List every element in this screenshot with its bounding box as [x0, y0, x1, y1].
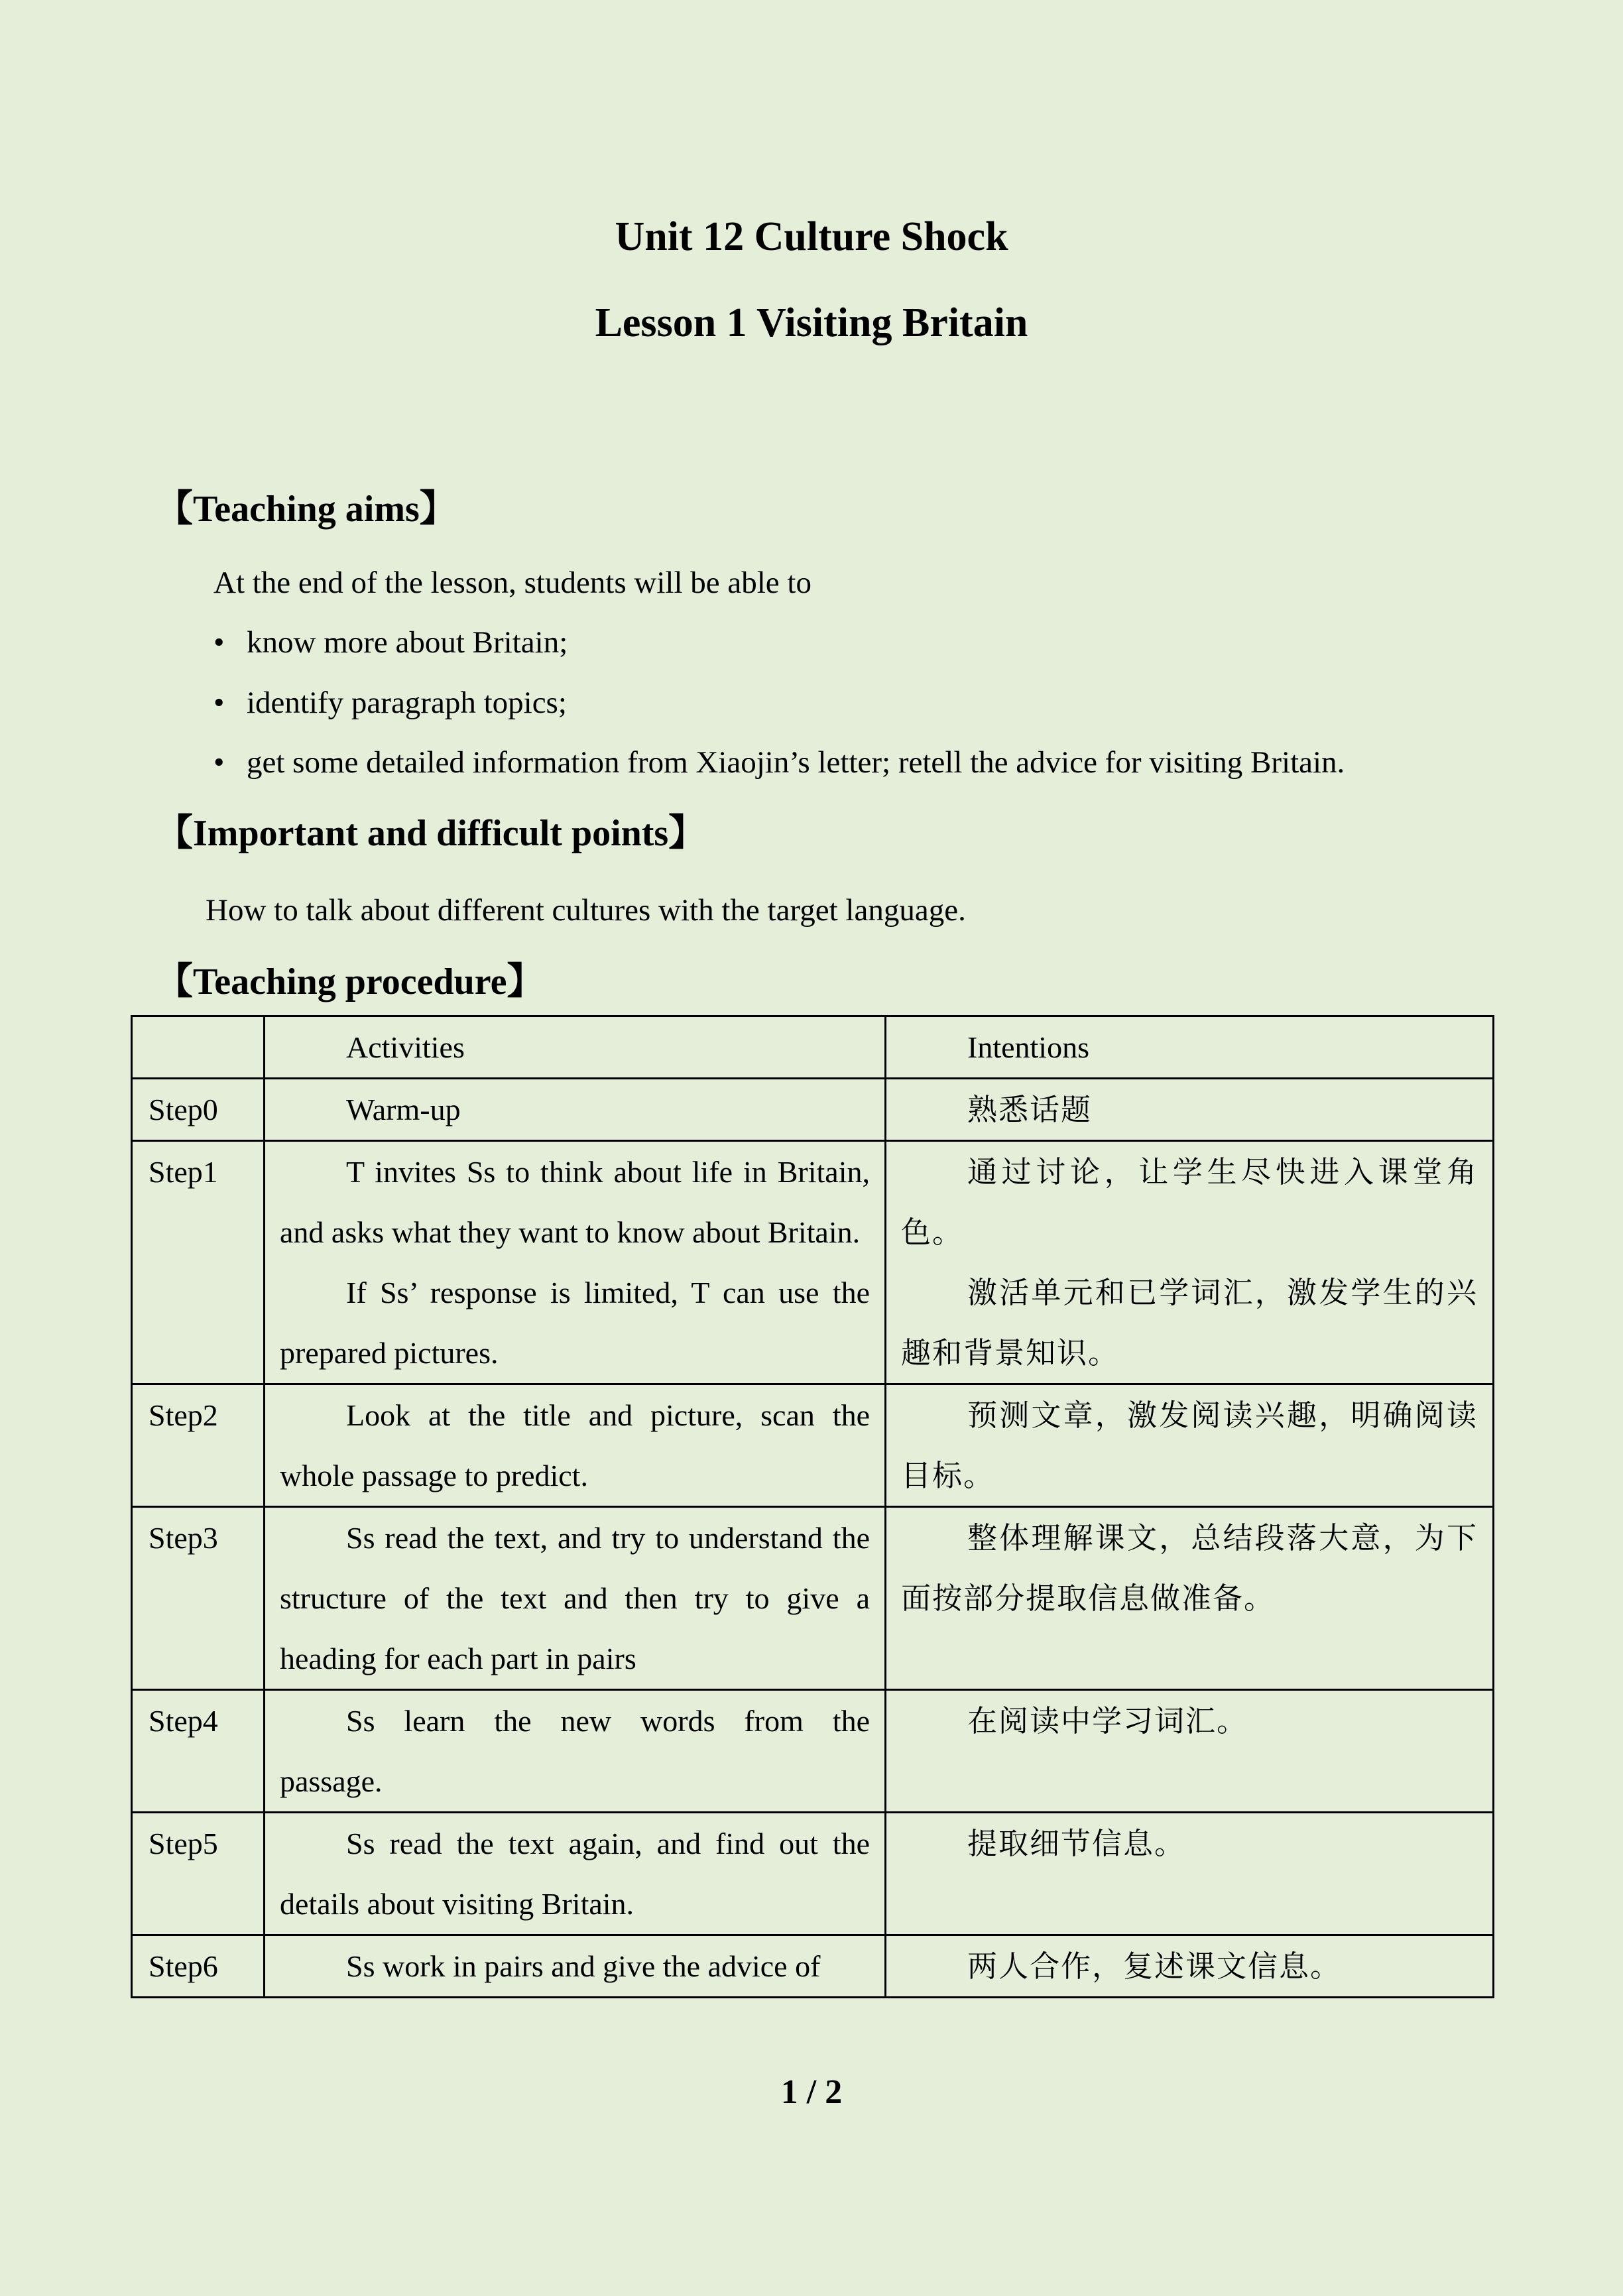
table-row: [132, 1141, 1494, 1384]
teaching-aims-heading: 【Teaching aims】: [156, 489, 457, 530]
aim-text: get some detailed information from Xiaojin’s letter; retell the advice for visiting Britain.: [247, 745, 1345, 780]
step-label: Step5: [132, 1813, 265, 1935]
activities-cell: Warm-up: [265, 1079, 886, 1141]
activities-cell: Ss learn the new words from the passage.: [265, 1690, 886, 1813]
procedure-table: [131, 1015, 1494, 1998]
page-title: Unit 12 Culture Shock: [615, 214, 1008, 259]
important-points-heading: 【Important and difficult points】: [156, 813, 706, 854]
intentions-cell: 在阅读中学习词汇。: [886, 1690, 1494, 1813]
intentions-cell: 提取细节信息。: [886, 1813, 1494, 1935]
table-row: [132, 1384, 1494, 1507]
table-header-row: [132, 1016, 1494, 1079]
important-points-text: How to talk about different cultures with the target language.: [206, 893, 966, 928]
intentions-cell: 熟悉话题: [886, 1079, 1494, 1141]
teaching-procedure-heading: 【Teaching procedure】: [156, 961, 544, 1002]
activities-cell: Ss read the text again, and find out the details about visiting Britain.: [265, 1813, 886, 1935]
intentions-cell: 通过讨论，让学生尽快进入课堂角色。 激活单元和已学词汇，激发学生的兴趣和背景知识。: [886, 1141, 1494, 1384]
aim-bullet-3: [213, 745, 1345, 780]
table-row: [132, 1813, 1494, 1935]
table-row: [132, 1935, 1494, 1998]
step-label: Step0: [132, 1079, 265, 1141]
table-row: [132, 1079, 1494, 1141]
activities-cell: Ss read the text, and try to understand the structure of the text and then try to give a heading for each part in pairs: [265, 1507, 886, 1690]
bullet-icon: •: [213, 745, 225, 780]
header-step: [132, 1016, 265, 1079]
step-label: Step1: [132, 1141, 265, 1384]
aim-text: know more about Britain;: [247, 625, 568, 660]
step-label: Step6: [132, 1935, 265, 1998]
activities-cell: T invites Ss to think about life in Britain, and asks what they want to know about Britain. If Ss’ response is limited, T can use the prepared pictures.: [265, 1141, 886, 1384]
activities-cell: Ss work in pairs and give the advice of: [265, 1935, 886, 1998]
table-row: [132, 1690, 1494, 1813]
intentions-cell: 两人合作，复述课文信息。: [886, 1935, 1494, 1998]
aim-bullet-1: [213, 625, 568, 660]
aim-bullet-2: [213, 685, 567, 721]
bullet-icon: •: [213, 625, 225, 660]
lesson-subtitle: Lesson 1 Visiting Britain: [595, 300, 1028, 345]
aims-intro: At the end of the lesson, students will be able to: [213, 566, 812, 600]
table-row: [132, 1507, 1494, 1690]
step-label: Step4: [132, 1690, 265, 1813]
intentions-cell: 整体理解课文，总结段落大意，为下面按部分提取信息做准备。: [886, 1507, 1494, 1690]
activities-cell: Look at the title and picture, scan the whole passage to predict.: [265, 1384, 886, 1507]
page-indicator: 1 / 2: [780, 2073, 843, 2111]
step-label: Step3: [132, 1507, 265, 1690]
step-label: Step2: [132, 1384, 265, 1507]
header-intentions: Intentions: [886, 1016, 1494, 1079]
bullet-icon: •: [213, 686, 225, 720]
intentions-cell: 预测文章，激发阅读兴趣，明确阅读目标。: [886, 1384, 1494, 1507]
aim-text: identify paragraph topics;: [247, 686, 567, 720]
header-activities: Activities: [265, 1016, 886, 1079]
